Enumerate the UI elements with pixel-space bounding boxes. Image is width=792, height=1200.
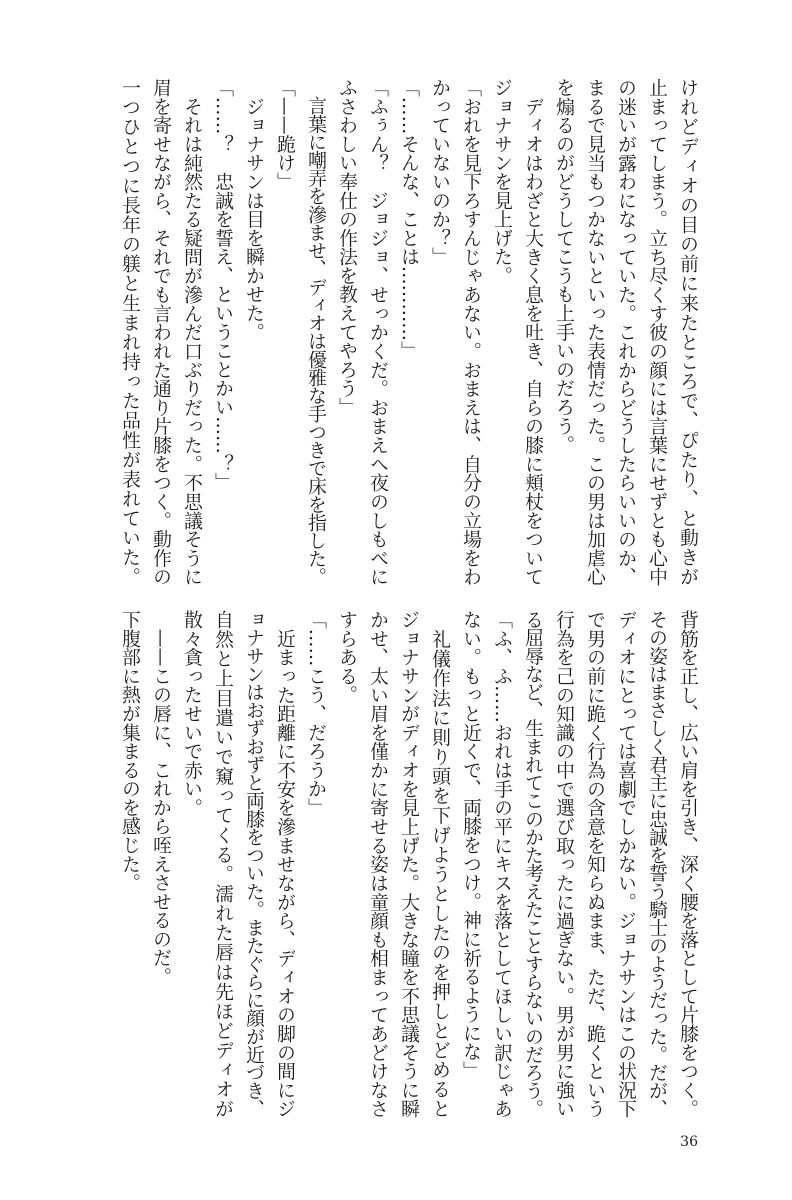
text-line: ディオはわざと大きく息を吐き、自らの膝に頬杖をついて <box>522 78 543 587</box>
text-line: ジョナサンがディオを見上げた。大きな瞳を不思議そうに瞬 <box>398 610 419 1119</box>
text-line: ジョナサンを見上げた。 <box>491 78 512 285</box>
text-line: 背筋を正し、広い肩を引き、深く腰を落として片膝をつく。 <box>677 610 698 1119</box>
text-line: 「ふぅん？ ジョジョ、せっかくだ。おまえへ夜のしもべに <box>367 78 388 587</box>
text-line: それは純然たる疑問が滲んだ口ぶりだった。不思議そうに <box>181 78 202 587</box>
text-line: 行為を己の知識の中で選び取ったに過ぎない。男が男に強い <box>553 610 574 1119</box>
text-line: を煽るのがどうしてこうも上手いのだろう。 <box>553 78 574 454</box>
text-line: 散々貪ったせいで赤い。 <box>181 610 202 817</box>
text-line: すらある。 <box>336 610 357 704</box>
text-line: ディオにとっては喜劇でしかない。ジョナサンはこの状況下 <box>615 610 636 1119</box>
text-line: まるで見当もつかないといった表情だった。この男は加虐心 <box>584 78 605 587</box>
text-line: 「……？ 忠誠を誓え、ということかい……？」 <box>212 78 233 492</box>
text-line: 「……そんな、ことは…………」 <box>398 78 419 360</box>
text-line: かせ、太い眉を僅かに寄せる姿は童顔も相まってあどけなさ <box>367 610 388 1119</box>
text-line: 近まった距離に不安を滲ませながら、ディオの脚の間にジ <box>274 610 295 1119</box>
text-line: ふさわしい奉仕の作法を教えてやろう」 <box>336 78 357 417</box>
text-line: る屈辱など、生まれてこのかた考えたことすらないのだろう。 <box>522 610 543 1118</box>
text-line: 礼儀作法に則り頭を下げようとしたのを押しとどめると <box>429 610 450 1119</box>
text-line: の迷いが露わになっていた。これからどうしたらいいのか、 <box>615 78 636 587</box>
lower-text-block <box>114 610 703 1118</box>
text-line: 眉を寄せながら、それでも言われた通り片膝をつく。動作の <box>150 78 171 587</box>
page-number: 36 <box>680 1134 698 1150</box>
text-line: 下腹部に熱が集まるのを感じた。 <box>119 610 140 892</box>
text-line: で男の前に跪く行為の含意を知らぬまま、ただ、跪くという <box>584 610 605 1119</box>
text-line: 止まってしまう。立ち尽くす彼の顔には言葉にせずとも心中 <box>646 78 667 587</box>
text-line: 「ふ、ふ……おれは手の平にキスを落としてほしい訳じゃあ <box>491 610 512 1119</box>
text-line: ない。もっと近くで、両膝をつけ。神に祈るようにな」 <box>460 610 481 1080</box>
text-line: 自然と上目遣いで窺ってくる。濡れた唇は先ほどディオが <box>212 610 233 1119</box>
text-line: ジョナサンは目を瞬かせた。 <box>243 78 264 342</box>
text-line: 「……こう、だろうか」 <box>305 610 326 817</box>
text-line: 言葉に嘲弄を滲ませ、ディオは優雅な手つきで床を指した。 <box>305 78 326 586</box>
text-line: 「おれを見下ろすんじゃあない。おまえは、自分の立場をわ <box>460 78 481 587</box>
text-line: ョナサンはおずおずと両膝をついた。またぐらに顔が近づき、 <box>243 610 264 1118</box>
text-line: かっていないのか？」 <box>429 78 450 266</box>
text-line: 一つひとつに長年の躾と生まれ持った品性が表れていた。 <box>119 78 140 587</box>
text-line: 「——跪け」 <box>274 78 295 191</box>
text-line: けれどディオの目の前に来たところで、ぴたり、と動きが <box>677 78 698 587</box>
text-line: ——この唇に、これから咥えさせるのだ。 <box>150 610 171 986</box>
upper-text-block <box>114 78 703 586</box>
text-line: その姿はまさしく君主に忠誠を誓う騎士のようだった。だが、 <box>646 610 667 1118</box>
